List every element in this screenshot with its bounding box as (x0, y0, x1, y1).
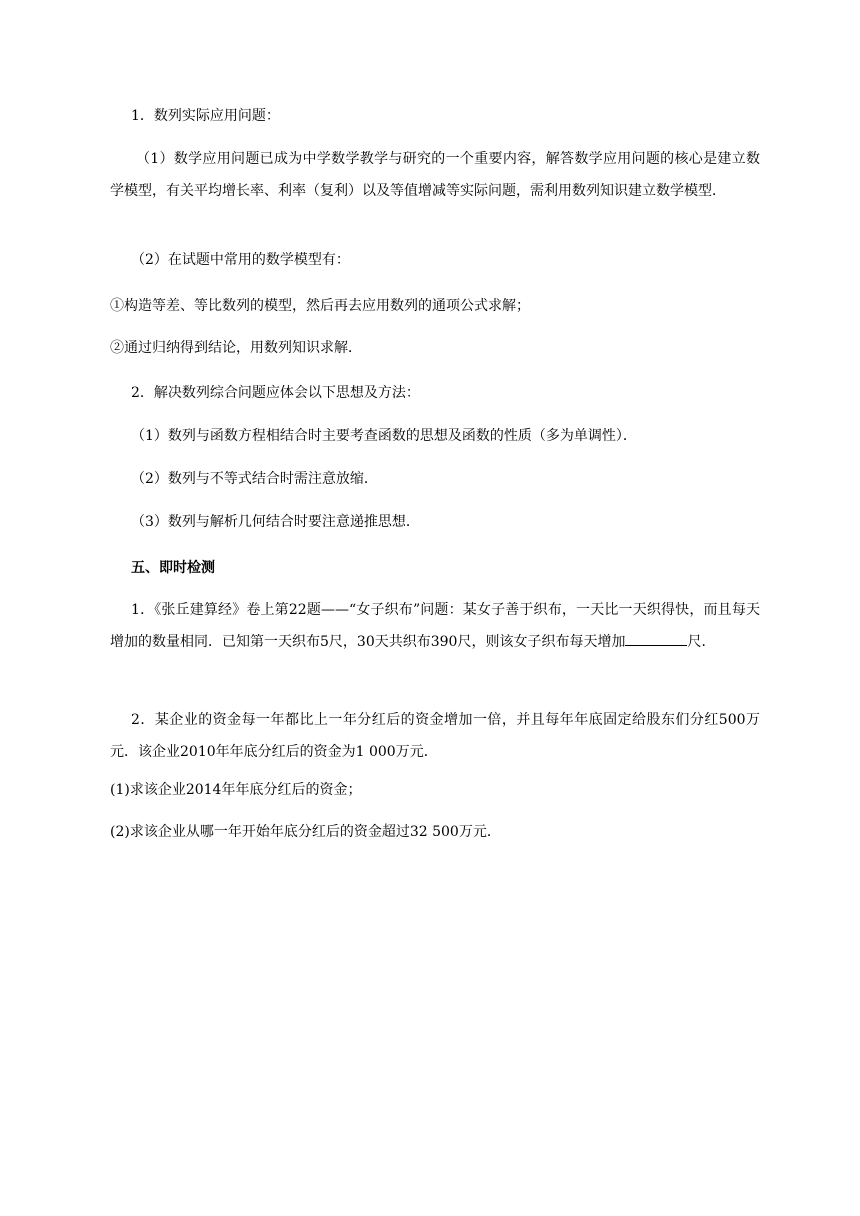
item2-title: 2．解决数列综合问题应体会以下思想及方法： (131, 385, 420, 401)
question-2-part-1: (1)求该企业2014年年底分红后的资金； (110, 782, 362, 798)
item1-paragraph-3: ①构造等差、等比数列的模型，然后再去应用数列的通项公式求解； (110, 298, 530, 314)
item1-paragraph-4: ②通过归纳得到结论，用数列知识求解． (110, 340, 362, 356)
item1-title: 1．数列实际应用问题： (131, 108, 280, 124)
question-2: 2．某企业的资金每一年都比上一年分红后的资金增加一倍，并且每年年底固定给股东们分红500万元．该企业2010年年底分红后的资金为1 000万元． (110, 712, 760, 760)
item1-paragraph-2: （2）在试题中常用的数学模型有： (131, 252, 350, 268)
item2-paragraph-1: （1）数列与函数方程相结合时主要考查函数的思想及函数的性质（多为单调性）． (131, 428, 637, 444)
section5-heading: 五、即时检测 (131, 560, 215, 576)
question-2-part-2: (2)求该企业从哪一年开始年底分红后的资金超过32 500万元． (110, 824, 501, 840)
item2-paragraph-2: （2）数列与不等式结合时需注意放缩． (131, 471, 378, 487)
answer-blank (625, 631, 687, 646)
item1-paragraph-1: （1）数学应用问题已成为中学数学教学与研究的一个重要内容，解答数学应用问题的核心是建立数学模型，有关平均增长率、利率（复利）以及等值增减等实际问题，需利用数列知识建立数学模型． (110, 151, 760, 199)
question-1 (110, 594, 760, 658)
question-1-text: 1．《张丘建算经》卷上第22题——“女子织布”问题：某女子善于织布，一天比一天织得快，而且每天增加的数量相同．已知第一天织布5尺，30天共织布390尺，则该女子织布每天增加 (110, 602, 760, 650)
item2-paragraph-3: （3）数列与解析几何结合时要注意递推思想． (131, 514, 420, 530)
question-1-tail: 尺． (687, 634, 716, 650)
